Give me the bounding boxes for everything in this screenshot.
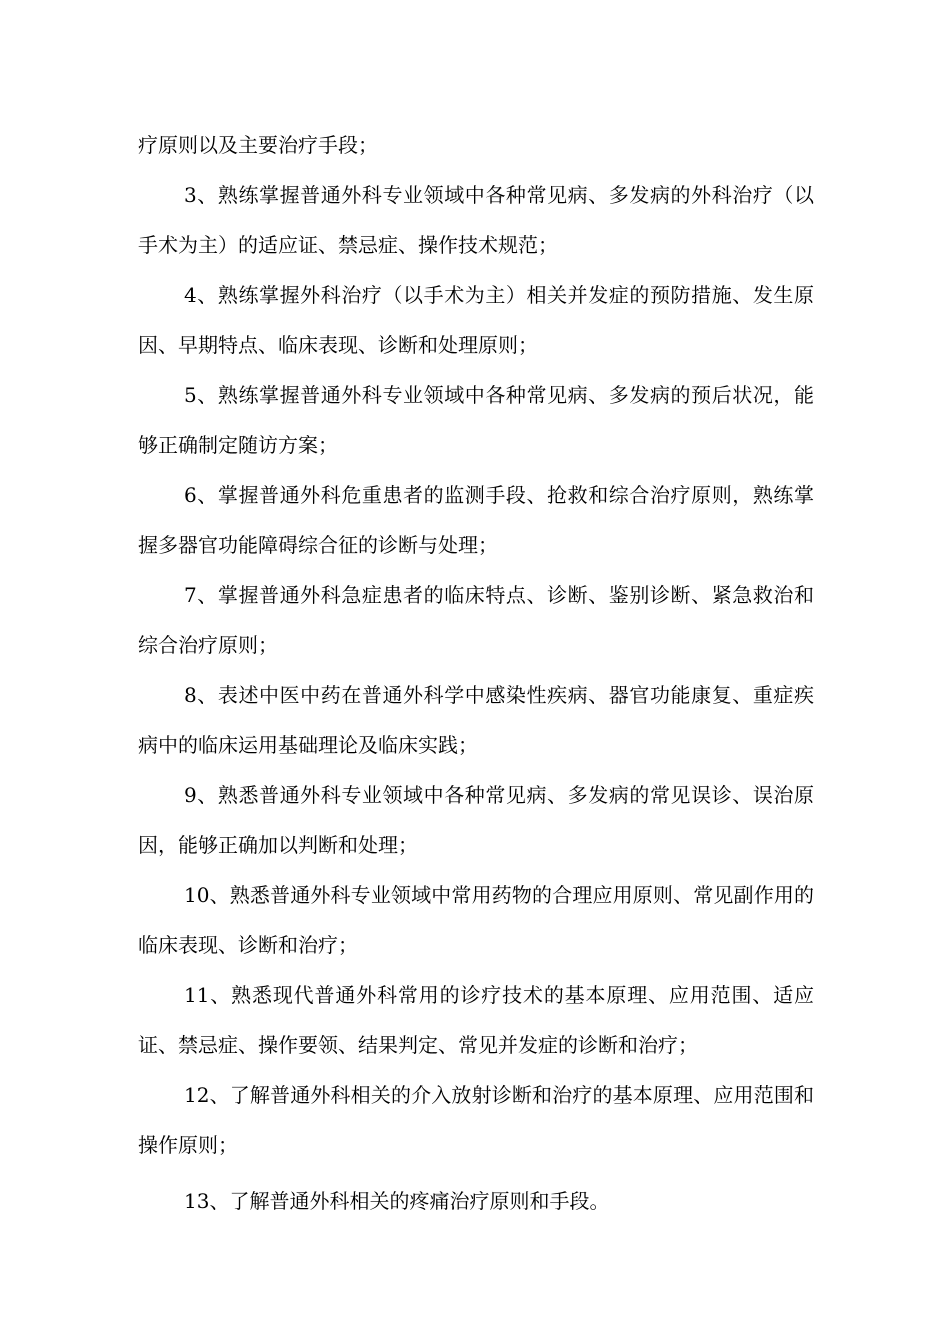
paragraph-item-3: 3、熟练掌握普通外科专业领域中各种常见病、多发病的外科治疗（以手术为主）的适应证、禁忌症、操作技术规范；	[138, 183, 814, 257]
paragraph-item-11: 11、熟悉现代普通外科常用的诊疗技术的基本原理、应用范围、适应证、禁忌症、操作要领、结果判定、常见并发症的诊断和治疗；	[138, 983, 814, 1057]
paragraph-item-5: 5、熟练掌握普通外科专业领域中各种常见病、多发病的预后状况，能够正确制定随访方案；	[138, 383, 814, 457]
paragraph-item-10: 10、熟悉普通外科专业领域中常用药物的合理应用原则、常见副作用的临床表现、诊断和治疗；	[138, 883, 814, 957]
paragraph-item-13: 13、了解普通外科相关的疼痛治疗原则和手段。	[184, 1189, 610, 1213]
paragraph-item-8: 8、表述中医中药在普通外科学中感染性疾病、器官功能康复、重症疾病中的临床运用基础理论及临床实践；	[138, 683, 814, 757]
paragraph-item-9: 9、熟悉普通外科专业领域中各种常见病、多发病的常见误诊、误治原因，能够正确加以判断和处理；	[138, 783, 814, 857]
paragraph-item-4: 4、熟练掌握外科治疗（以手术为主）相关并发症的预防措施、发生原因、早期特点、临床表现、诊断和处理原则；	[138, 283, 814, 357]
document-body	[138, 120, 814, 1226]
paragraph-continuation: 疗原则以及主要治疗手段；	[138, 133, 378, 157]
paragraph-item-12: 12、了解普通外科相关的介入放射诊断和治疗的基本原理、应用范围和操作原则；	[138, 1083, 814, 1157]
paragraph-item-6: 6、掌握普通外科危重患者的监测手段、抢救和综合治疗原则，熟练掌握多器官功能障碍综合征的诊断与处理；	[138, 483, 814, 557]
paragraph-item-7: 7、掌握普通外科急症患者的临床特点、诊断、鉴别诊断、紧急救治和综合治疗原则；	[138, 583, 814, 657]
